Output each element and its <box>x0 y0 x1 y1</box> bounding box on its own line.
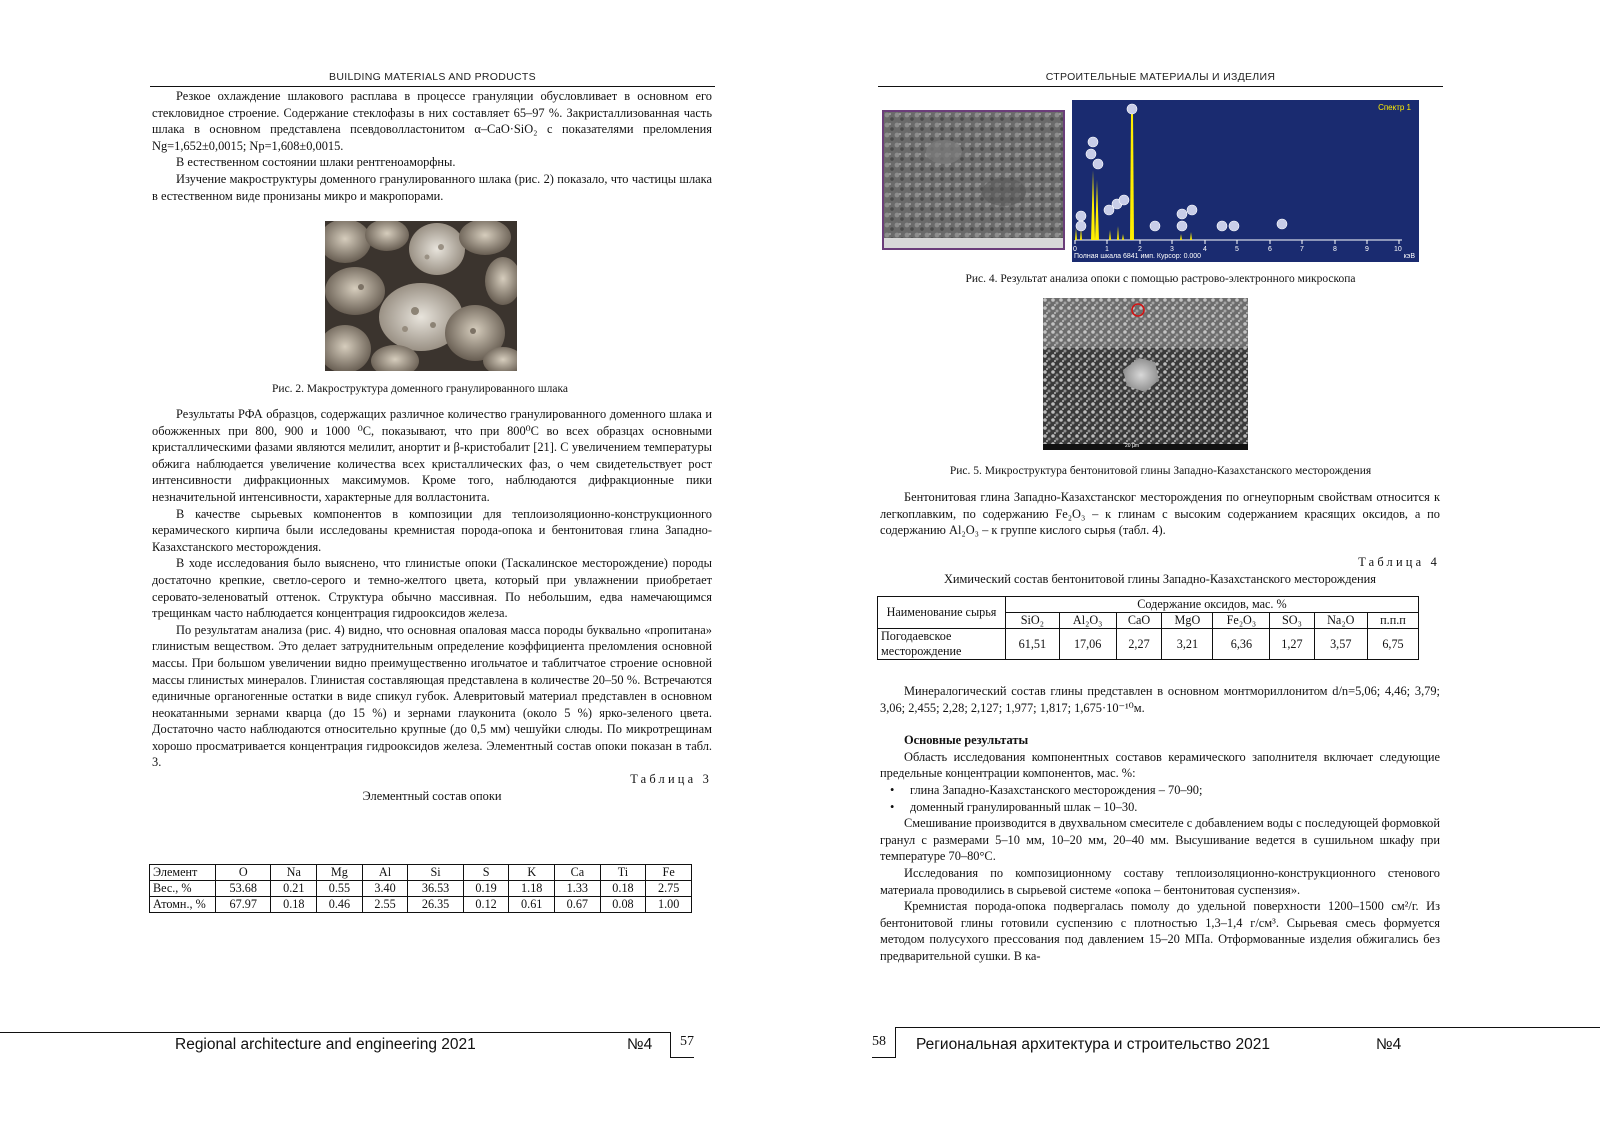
paragraph: Минералогический состав глины представлен в основном монтмориллонитом d/n=5,06; 4,46; 3,79; 3,06; 2,455; 2,28; 2,127; 1,977; 1,817; 1,675·10⁻¹⁰м. <box>880 684 1440 715</box>
table-cell: Ti <box>600 865 646 881</box>
bentonite-microstructure-photo <box>1043 298 1248 450</box>
table-cell: 0.21 <box>271 881 317 897</box>
axis-tick-label: 3 <box>1170 246 1174 253</box>
footer-rule <box>896 1027 1600 1028</box>
table-header-row <box>878 597 1419 613</box>
table-header-cell: Наименование сырья <box>878 597 1006 629</box>
table-cell: 0.18 <box>271 897 317 913</box>
paragraph: В ходе исследования было выяснено, что глинистые опоки (Таскалинское месторождение) породы достаточно крепкие, светло-серого и темно-желтого цвета, который при увлажнении приобретает серовато-зеленоватый оттенок. Структура обычно массивная. По небольшим, едва намечающимся трещинкам часто наблюдается концентрация гидрооксидов железа. <box>152 556 712 621</box>
figure-caption: Рис. 2. Макроструктура доменного гранулированного шлака <box>272 383 568 395</box>
paragraph: В качестве сырьевых компонентов в композиции для теплоизоляционно-конструкционного керамического кирпича были исследованы кремнистая порода-опока и бентонитовая глина Западно-Казахстанского месторождения. <box>152 506 712 554</box>
eds-spectrum-plot <box>1072 100 1419 262</box>
oxide-composition-table <box>877 596 1419 660</box>
table-cell: Ca <box>555 865 601 881</box>
table-header-cell: SiO₂ <box>1006 613 1060 629</box>
text-block-middle <box>152 406 712 804</box>
axis-tick-label: 2 <box>1138 246 1142 253</box>
table-cell: 1.00 <box>646 897 692 913</box>
table-cell: O <box>216 865 271 881</box>
axis-tick-label: 10 <box>1394 246 1402 253</box>
table-header-cell: Al₂O₃ <box>1059 613 1116 629</box>
paragraph: Исследования по композиционному составу теплоизоляционно-конструкционного стенового материала проводились в сырьевой системе «опока – бентонитовая суспензия». <box>880 865 1440 897</box>
paragraph: Область исследования компонентных составов керамического заполнителя включает следующие предельные концентрации компонентов, мас. %: <box>880 749 1440 781</box>
axis-tick-label: 5 <box>1235 246 1239 253</box>
table-header-cell: CaO <box>1116 613 1162 629</box>
table-cell: 67.97 <box>216 897 271 913</box>
text-block-top <box>880 489 1440 539</box>
table-cell: Mg <box>317 865 363 881</box>
table-cell: 53.68 <box>216 881 271 897</box>
running-head: СТРОИТЕЛЬНЫЕ МАТЕРИАЛЫ И ИЗДЕЛИЯ <box>1045 71 1276 83</box>
table-cell: 0.08 <box>600 897 646 913</box>
paragraph: Резкое охлаждение шлакового расплава в процессе грануляции обусловливает в основном его стекловидное строение. Содержание стеклофазы в них составляет 65–97 %. Закристаллизованная часть шлака в основном представлена псевдоволластонитом α–CaO·SiO₂ с показателями преломления Ng=1,652±0,0015; Np=1,608±0,0015. <box>152 89 712 153</box>
table-header-cell: MgO <box>1162 613 1213 629</box>
table-header-cell: Fe₂O₃ <box>1213 613 1270 629</box>
table-cell: Fe <box>646 865 692 881</box>
table-title: Химический состав бентонитовой глины Западно-Казахстанского месторождения <box>943 571 1377 586</box>
header-rule <box>150 86 715 87</box>
table-cell: 36.53 <box>408 881 463 897</box>
table-cell: Al <box>362 865 408 881</box>
table-row <box>150 897 692 913</box>
axis-tick-label: 7 <box>1300 246 1304 253</box>
table-row <box>878 629 1419 660</box>
table-label: Таблица 3 <box>630 772 712 787</box>
table-cell: 0.46 <box>317 897 363 913</box>
text-block-top <box>152 88 712 204</box>
spectrum-title: Спектр 1 <box>1378 103 1411 112</box>
list-item: • глина Западно-Казахстанского месторождения – 70–90; <box>880 782 1440 799</box>
figure-caption: Рис. 4. Результат анализа опоки с помощью растрово-электронного микроскопа <box>965 273 1356 285</box>
scale-bar-label: 20 µm <box>1125 443 1139 449</box>
bullet-list <box>880 782 1440 815</box>
table-cell: 0.12 <box>463 897 509 913</box>
table-row <box>150 881 692 897</box>
table-header-row <box>150 865 692 881</box>
paragraph: Кремнистая порода-опока подвергалась помолу до удельной поверхности 1200–1500 см²/г. Из бентонитовой глины готовили суспензию с плотностью 1,3–1,4 г/см³. Сырьевая смесь формуется методом полусухого прессования под давлением 15–20 МПа. Отформованные изделия обжигались без предварительной сушки. В ка- <box>880 899 1440 963</box>
table-cell: Na <box>271 865 317 881</box>
table-cell: 2,27 <box>1116 629 1162 660</box>
table-cell: 1.18 <box>509 881 555 897</box>
text-block-bottom <box>880 683 1440 965</box>
axis-tick-label: 0 <box>1073 246 1077 253</box>
slag-macrostructure-photo <box>325 221 517 371</box>
table-header-cell: Содержание оксидов, мас. % <box>1006 597 1419 613</box>
table-cell: 1.33 <box>555 881 601 897</box>
table-cell: 0.19 <box>463 881 509 897</box>
table-cell: Si <box>408 865 463 881</box>
spectrum-unit: кэВ <box>1403 253 1415 260</box>
table-cell: 6,75 <box>1367 629 1418 660</box>
table-cell: 26.35 <box>408 897 463 913</box>
table-title: Элементный состав опоки <box>362 788 502 803</box>
table-cell: Атомн., % <box>150 897 216 913</box>
table-cell: 17,06 <box>1059 629 1116 660</box>
axis-tick-label: 8 <box>1333 246 1337 253</box>
section-heading: Основные результаты <box>904 733 1029 748</box>
element-composition-table <box>149 864 692 913</box>
paragraph: Изучение макроструктуры доменного гранулированного шлака (рис. 2) показало, что частицы шлака в естественном виде пронизаны микро и макропорами. <box>152 171 712 203</box>
figure-caption: Рис. 5. Микроструктура бентонитовой глины Западно-Казахстанского месторождения <box>949 465 1372 477</box>
footer-journal-title: Regional architecture and engineering 2021 <box>175 1036 476 1053</box>
table-cell: 3,21 <box>1162 629 1213 660</box>
table-heading-block <box>880 554 1440 587</box>
axis-tick-label: 9 <box>1365 246 1369 253</box>
table-cell: 0.55 <box>317 881 363 897</box>
table-cell: 3.40 <box>362 881 408 897</box>
table-cell: 2.75 <box>646 881 692 897</box>
table-cell: Элемент <box>150 865 216 881</box>
table-cell: 0.67 <box>555 897 601 913</box>
table-header-cell: Na₂O <box>1314 613 1367 629</box>
page-number: 58 <box>872 1027 896 1058</box>
footer-journal-title: Региональная архитектура и строительство 2021 <box>916 1036 1270 1053</box>
paragraph: По результатам анализа (рис. 4) видно, что основная опаловая масса породы буквально «пропитана» глинистым веществом. Это делает затруднительным определение коэффициента преломления основной массы. При большом увеличении видно преимущественно игольчатое и таблитчатое строение основной массы глинистых минералов. Глинистая составляющая представлена в количестве 20–50 %. Встречаются единичные органогенные остатки в виде спикул губок. Алевритовый материал представлен в основном неокатанными зернами кварца (до 15 %) и зернами глауконита (около 5 %) ярко-зеленого цвета. Достаточно часто наблюдаются относительно крупные (до 0,5 мм) чешуйки слюды. По микротрещинам хорошо просматривается концентрация гидрооксидов железа. Элементный состав опоки показан в табл. 3. <box>152 622 712 770</box>
axis-tick-label: 4 <box>1203 246 1207 253</box>
running-head: BUILDING MATERIALS AND PRODUCTS <box>329 71 536 83</box>
sem-image <box>882 110 1065 250</box>
paragraph: Смешивание производится в двухвальном смесителе с добавлением воды с последующей формовкой гранул с размерами 5–10 мм, 10–20 мм, 20–40 мм. Высушивание ведется в сушильном шкафу при температуре 70–80°С. <box>880 816 1440 864</box>
paragraph: В естественном состоянии шлаки рентгеноаморфны. <box>176 155 456 170</box>
table-cell: K <box>509 865 555 881</box>
table-label: Таблица 4 <box>1358 555 1440 569</box>
table-cell: Вес., % <box>150 881 216 897</box>
header-rule <box>878 86 1443 87</box>
paragraph: Бентонитовая глина Западно-Казахстанског месторождения по огнеупорным свойствам относится к легкоплавким, по содержанию Fe₂O₃ – к глинам с высоким содержанием красящих оксидов, а по содержанию Al₂O₃ – к группе кислого сырья (табл. 4). <box>880 490 1440 538</box>
table-cell: 0.61 <box>509 897 555 913</box>
table-cell: 3,57 <box>1314 629 1367 660</box>
table-cell: 2.55 <box>362 897 408 913</box>
table-header-cell: п.п.п <box>1367 613 1418 629</box>
table-cell: 1,27 <box>1270 629 1314 660</box>
table-cell: Погодаевское месторождение <box>878 629 1006 660</box>
list-item: • доменный гранулированный шлак – 10–30. <box>880 799 1440 816</box>
table-header-cell: SO₃ <box>1270 613 1314 629</box>
page-number: 57 <box>670 1032 694 1058</box>
table-cell: 61,51 <box>1006 629 1060 660</box>
table-cell: S <box>463 865 509 881</box>
footer-issue: №4 <box>1376 1036 1402 1053</box>
axis-tick-label: 6 <box>1268 246 1272 253</box>
spectrum-status: Полная шкала 6841 имп. Курсор: 0.000 <box>1074 253 1202 260</box>
footer-issue: №4 <box>627 1036 653 1053</box>
table-cell: 6,36 <box>1213 629 1270 660</box>
table-cell: 0.18 <box>600 881 646 897</box>
right-page <box>800 0 1600 1132</box>
axis-tick-label: 1 <box>1105 246 1109 253</box>
footer-rule <box>0 1032 670 1033</box>
paragraph: Результаты РФА образцов, содержащих различное количество гранулированного доменного шлака и обожженных при 800, 900 и 1000 ⁰С, показывают, что при 800⁰С во всех образцах основными кристаллическими фазами являются мелилит, анортит и β-кристобалит [21]. С увеличением температуры обжига наблюдается увеличение количества всех кристаллических фаз, о чем свидетельствует рост интенсивности дифракционных максимумов. Кроме того, наблюдаются дифракционные пики незначительной интенсивности, характерные для волластонита. <box>152 407 712 504</box>
